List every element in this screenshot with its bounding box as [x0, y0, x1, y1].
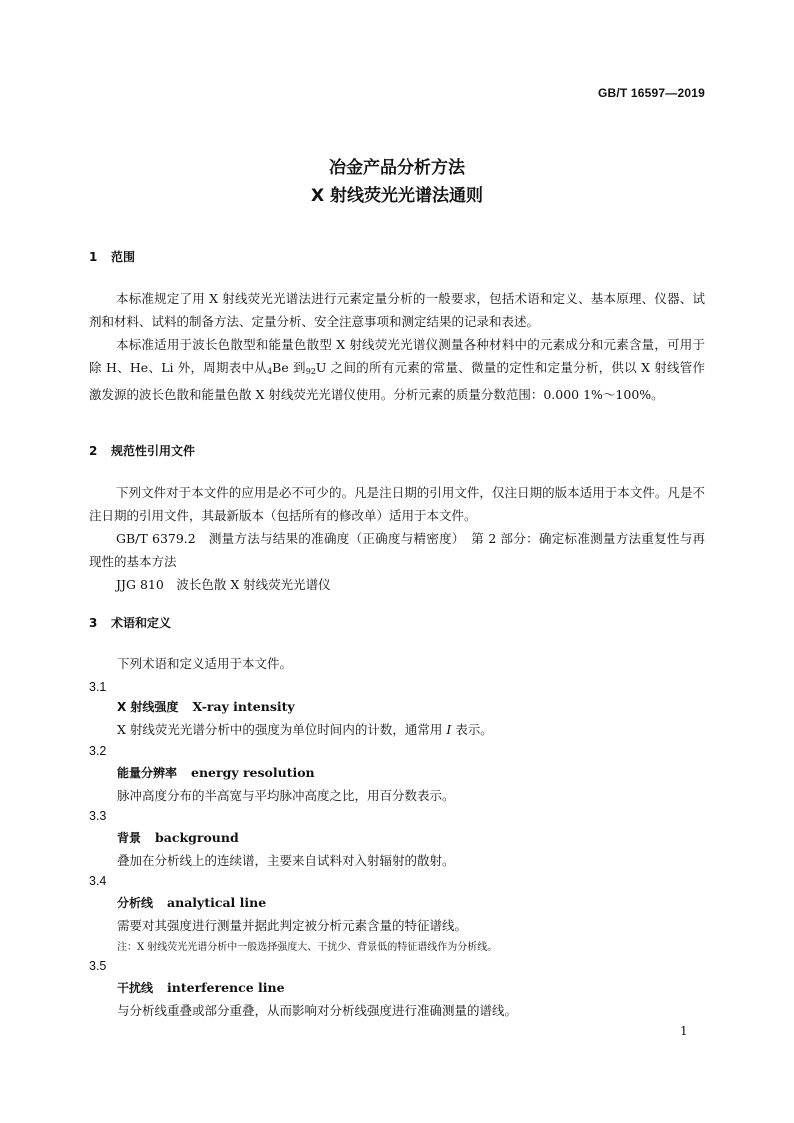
refs-paragraph: 下列文件对于本文件的应用是必不可少的。凡是注日期的引用文件，仅注日期的版本适用于本文件。凡是不注日期的引用文件，其最新版本（包括所有的修改单）适用于本文件。 [89, 485, 705, 523]
term-name-zh: 干扰线 [117, 981, 154, 995]
section-2-heading [89, 442, 195, 459]
term-name-zh: 能量分辨率 [117, 766, 178, 780]
term-definition: 与分析线重叠或部分重叠，从而影响对分析线强度进行准确测量的谱线。 [117, 1003, 518, 1018]
term-number: 3.2 [89, 744, 107, 758]
term-name-en: energy resolution [191, 765, 315, 780]
section-number: 1 [89, 250, 98, 264]
term-name-zh: 分析线 [117, 896, 154, 910]
section-title: 规范性引用文件 [111, 444, 196, 458]
section-number: 2 [89, 444, 98, 458]
term-name-en: interference line [167, 980, 285, 995]
document-title-line2: X 射线荧光光谱法通则 [310, 186, 484, 206]
refs-text [89, 481, 705, 596]
term-heading [117, 764, 315, 781]
term-definition: X 射线荧光光谱分析中的强度为单位时间内的计数，通常用 I 表示。 [117, 722, 493, 737]
section-3-heading [89, 614, 171, 631]
term-definition: 需要对其强度进行测量并据此判定被分析元素含量的特征谱线。 [117, 918, 468, 933]
scope-paragraph-2: 本标准适用于波长色散型和能量色散型 X 射线荧光光谱仪测量各种材料中的元素成分和元素含量，可用于除 H、He、Li 外，周期表中从$_4$Be 到$_{92}$U 之间的所有元素的常量、微量的定性和定量分析，供以 X 射线管作激发源的波长色散和能量色散 X 射线荧光光谱仪使用。分析元素的质量分数范围：0.000 1%～100%。 [89, 337, 706, 402]
term-number: 3.4 [89, 874, 107, 888]
term-definition: 脉冲高度分布的半高宽与平均脉冲高度之比，用百分数表示。 [117, 788, 455, 803]
section-1-heading [89, 248, 135, 265]
term-number: 3.5 [89, 959, 107, 973]
scope-paragraph-1: 本标准规定了用 X 射线荧光光谱法进行元素定量分析的一般要求，包括术语和定义、基本原理、仪器、试剂和材料、试料的制备方法、定量分析、安全注意事项和测定结果的记录和表述。 [89, 291, 705, 329]
section-number: 3 [89, 616, 98, 630]
term-name-zh: 背景 [117, 831, 142, 845]
scope-text [89, 287, 705, 406]
term-name-zh: X 射线强度 [117, 700, 179, 714]
page-number: 1 [680, 1024, 688, 1038]
term-name-en: background [155, 830, 239, 845]
terms-intro: 下列术语和定义适用于本文件。 [117, 656, 293, 671]
term-heading [117, 698, 295, 715]
term-name-en: X-ray intensity [192, 699, 295, 714]
term-definition: 叠加在分析线上的连续谱，主要来自试料对入射辐射的散射。 [117, 853, 455, 868]
term-heading [117, 829, 239, 846]
term-heading [117, 894, 266, 911]
standard-code: GB/T 16597—2019 [597, 86, 705, 100]
term-number: 3.3 [89, 809, 107, 823]
term-note: 注：X 射线荧光光谱分析中一般选择强度大、干扰少、背景低的特征谱线作为分析线。 [117, 942, 498, 953]
term-heading [117, 979, 285, 996]
term-name-en: analytical line [167, 895, 267, 910]
reference-jjg-810: JJG 810 波长色散 X 射线荧光光谱仪 [116, 577, 331, 592]
document-title-line1: 冶金产品分析方法 [329, 158, 465, 178]
section-title: 范围 [111, 250, 136, 264]
reference-gbt-6379-2: GB/T 6379.2 测量方法与结果的准确度（正确度与精密度） 第 2 部分：确定标准测量方法重复性与再现性的基本方法 [89, 531, 705, 569]
section-title: 术语和定义 [111, 616, 172, 630]
term-number: 3.1 [89, 680, 107, 694]
